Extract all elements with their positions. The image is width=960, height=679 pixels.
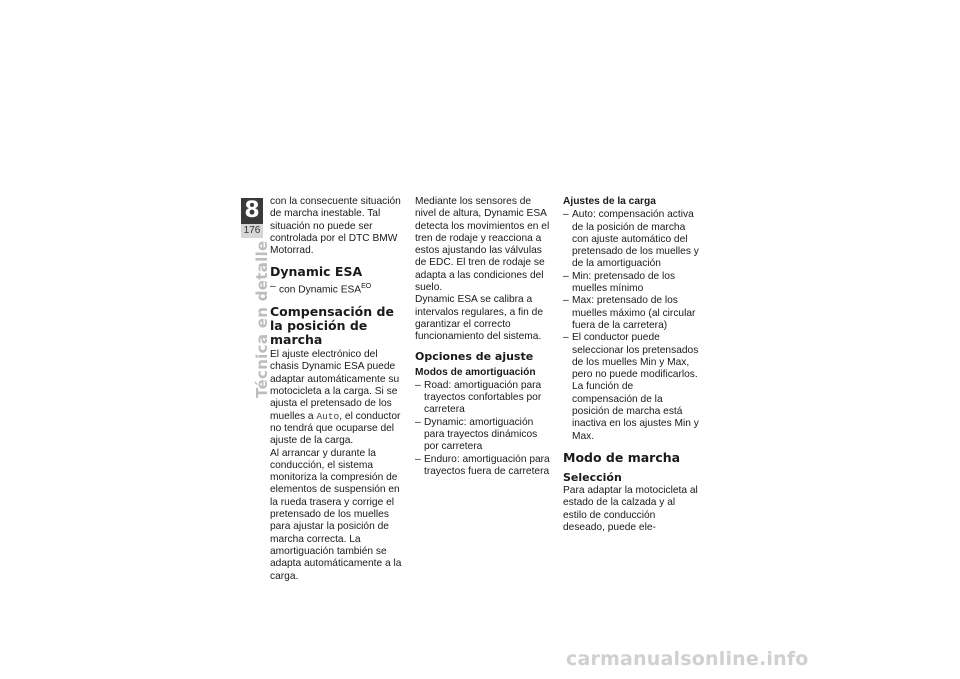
column-3 — [563, 196, 700, 534]
chapter-tab — [241, 198, 263, 240]
list-item: – Dynamic: amortiguación para trayectos dinámicos por carretera — [415, 417, 550, 454]
column-2 — [415, 196, 550, 478]
subheading-load-settings: Ajustes de la carga — [563, 196, 656, 207]
list-item: – con Dynamic $ESA^{EO}$ — [270, 281, 406, 297]
damping-modes-list — [415, 380, 550, 478]
paragraph: Al arrancar y durante la conducción, el sistema monitoriza la compresión de elementos de suspensión en la rueda trasera y corrige el pretensado de los muelles para ajustar la posición de marcha correcta. La amortiguación también se adapta automáticamente a la carga. — [270, 447, 402, 582]
paragraph: Dynamic ESA se calibra a intervalos regulares, a fin de garantizar el correcto funcionamiento del sistema. — [415, 294, 543, 343]
equipment-list — [270, 281, 406, 297]
chapter-number: 8 — [241, 198, 263, 224]
section-heading-dynamic-esa: Dynamic ESA — [270, 264, 363, 280]
subheading-selection: Selección — [563, 470, 622, 484]
list-item: – Min: pretensado de los muelles mínimo — [563, 271, 700, 296]
intro-paragraph: con la consecuente situación de marcha inestable. Tal situación no puede ser controlada por el DTC BMW Motorrad. — [270, 196, 401, 257]
list-item: – Auto: compensación activa de la posición de marcha con ajuste automático del pretensado de los muelles y de la amortiguación — [563, 209, 700, 270]
subheading-damping-modes: Modos de amortiguación — [415, 366, 536, 378]
paragraph: Para adaptar la motocicleta al estado de la calzada y al estilo de conducción deseado, puede ele- — [563, 484, 698, 533]
watermark: carmanualsonline.info — [566, 648, 809, 670]
load-settings-list — [563, 209, 700, 443]
chapter-title: Técnica en detalle — [253, 240, 271, 398]
paragraph: El ajuste electrónico del chasis Dynamic ESA puede adaptar automáticamente su motocicleta a la carga. Si se ajusta el pretensado de los muelles a Auto, el conductor no tendrá que ocuparse del ajuste de la carga. — [270, 349, 401, 447]
section-heading-compensation: Compensación de la posición de marcha — [270, 304, 394, 348]
optional-equipment-mark: EO — [361, 283, 372, 291]
list-item: – Max: pretensado de los muelles máximo (al circular fuera de la carretera) — [563, 295, 700, 332]
paragraph: Mediante los sensores de nivel de altura, Dynamic ESA detecta los movimientos en el tren de rodaje y reacciona a estos ajustando las válvulas de EDC. El tren de rodaje se adapta a las condiciones del suelo. — [415, 196, 550, 294]
auto-setting-code: Auto — [316, 410, 340, 422]
subheading-options: Opciones de ajuste — [415, 349, 534, 363]
list-item: – El conductor puede seleccionar los pretensados de los muelles Min y Max, pero no puede modificarlos. La función de compensación de la posición de marcha está inactiva en los ajustes Min y Max. — [563, 332, 700, 443]
list-item: – Road: amortiguación para trayectos confortables por carretera — [415, 380, 550, 417]
page-number: 176 — [241, 224, 263, 238]
column-1 — [270, 196, 406, 583]
section-heading-riding-mode: Modo de marcha — [563, 449, 681, 465]
list-item: – Enduro: amortiguación para trayectos fuera de carretera — [415, 454, 550, 479]
